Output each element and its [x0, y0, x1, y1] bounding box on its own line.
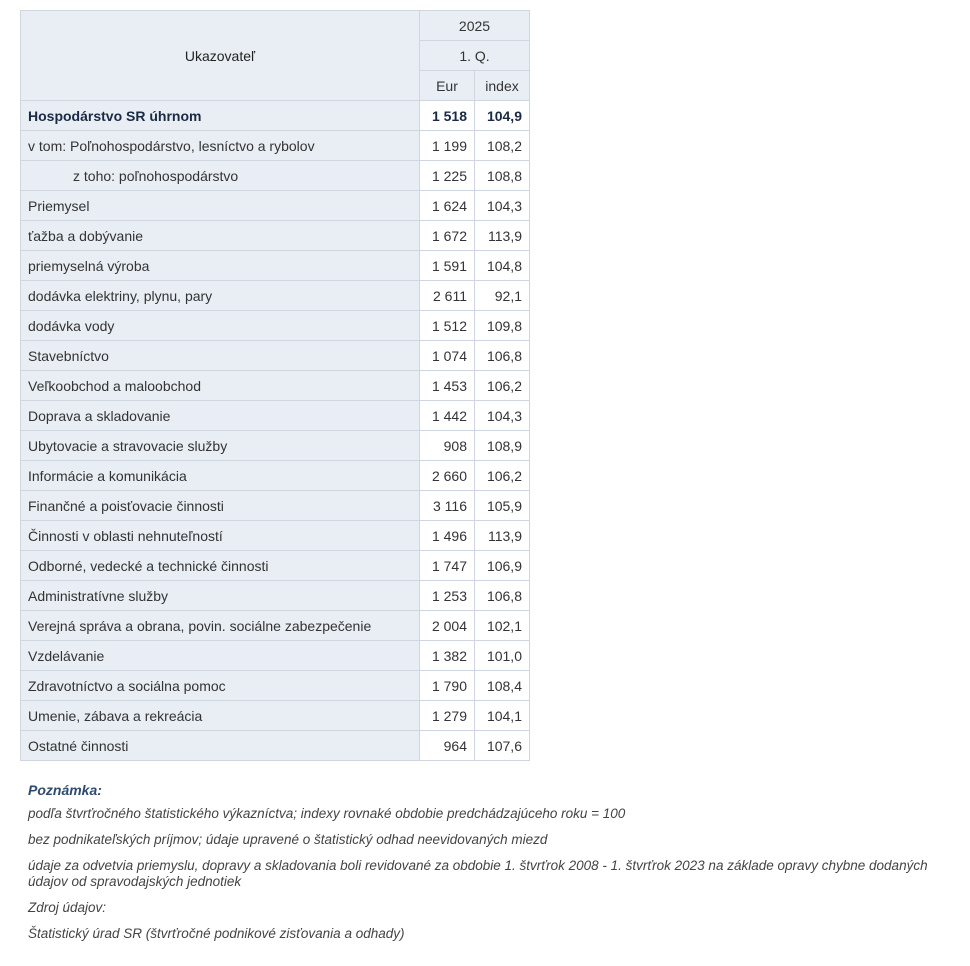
row-label: priemyselná výroba: [21, 251, 420, 281]
eur-column-header: Eur: [420, 71, 475, 101]
table-row: [21, 731, 530, 761]
row-label: Verejná správa a obrana, povin. sociálne zabezpečenie: [21, 611, 420, 641]
index-value: 104,1: [475, 701, 530, 731]
eur-value: 1 672: [420, 221, 475, 251]
eur-value: 1 790: [420, 671, 475, 701]
source-text: Štatistický úrad SR (štvrťročné podnikové zisťovania a odhady): [28, 926, 405, 941]
index-value: 107,6: [475, 731, 530, 761]
index-value: 92,1: [475, 281, 530, 311]
table-row: [21, 251, 530, 281]
table-row: [21, 701, 530, 731]
index-value: 106,2: [475, 371, 530, 401]
notes-section: [28, 782, 958, 952]
index-column-header: index: [475, 71, 530, 101]
table-row: [21, 101, 530, 131]
eur-value: 1 624: [420, 191, 475, 221]
row-label: Zdravotníctvo a sociálna pomoc: [21, 671, 420, 701]
index-value: 108,4: [475, 671, 530, 701]
table-row: [21, 521, 530, 551]
table-row: [21, 491, 530, 521]
eur-value: 1 253: [420, 581, 475, 611]
note-line: podľa štvrťročného štatistického výkazníctva; indexy rovnaké obdobie predchádzajúceho roku = 100: [28, 806, 626, 821]
index-value: 104,3: [475, 401, 530, 431]
table-row: [21, 341, 530, 371]
wage-table: [20, 10, 530, 761]
row-label: Veľkoobchod a maloobchod: [21, 371, 420, 401]
table-row: [21, 191, 530, 221]
index-value: 105,9: [475, 491, 530, 521]
row-label: Ubytovacie a stravovacie služby: [21, 431, 420, 461]
note-line: údaje za odvetvia priemyslu, dopravy a skladovania boli revidované za obdobie 1. štvrťrok 2008 - 1. štvrťrok 2023 na základe opravy chybne dodaných údajov od spravodajských jednotiek: [28, 858, 928, 889]
row-label: Doprava a skladovanie: [21, 401, 420, 431]
indicator-header: Ukazovateľ: [21, 11, 420, 101]
index-value: 102,1: [475, 611, 530, 641]
table-row: [21, 281, 530, 311]
notes-title: Poznámka:: [28, 782, 102, 798]
row-label: Odborné, vedecké a technické činnosti: [21, 551, 420, 581]
eur-value: 1 591: [420, 251, 475, 281]
table-row: [21, 371, 530, 401]
quarter-header: 1. Q.: [420, 41, 530, 71]
eur-value: 1 496: [420, 521, 475, 551]
eur-value: 1 518: [420, 101, 475, 131]
eur-value: 1 512: [420, 311, 475, 341]
index-value: 101,0: [475, 641, 530, 671]
table-row: [21, 461, 530, 491]
eur-value: 2 004: [420, 611, 475, 641]
row-label: dodávka elektriny, plynu, pary: [21, 281, 420, 311]
row-label: Ostatné činnosti: [21, 731, 420, 761]
row-label: v tom: Poľnohospodárstvo, lesníctvo a rybolov: [21, 131, 420, 161]
eur-value: 1 074: [420, 341, 475, 371]
index-value: 108,2: [475, 131, 530, 161]
index-value: 106,9: [475, 551, 530, 581]
table-row: [21, 611, 530, 641]
note-line: bez podnikateľských príjmov; údaje upravené o štatistický odhad neevidovaných miezd: [28, 832, 548, 847]
table-row: [21, 401, 530, 431]
eur-value: 1 747: [420, 551, 475, 581]
row-label: Priemysel: [21, 191, 420, 221]
table-row: [21, 431, 530, 461]
row-label: Administratívne služby: [21, 581, 420, 611]
row-label: Činnosti v oblasti nehnuteľností: [21, 521, 420, 551]
eur-value: 1 382: [420, 641, 475, 671]
eur-value: 1 442: [420, 401, 475, 431]
table-row: [21, 641, 530, 671]
eur-value: 964: [420, 731, 475, 761]
index-value: 106,2: [475, 461, 530, 491]
eur-value: 1 279: [420, 701, 475, 731]
table-row: [21, 161, 530, 191]
eur-value: 3 116: [420, 491, 475, 521]
row-label: z toho: poľnohospodárstvo: [21, 161, 420, 191]
eur-value: 2 611: [420, 281, 475, 311]
eur-value: 908: [420, 431, 475, 461]
index-value: 104,8: [475, 251, 530, 281]
index-value: 113,9: [475, 221, 530, 251]
row-label: Umenie, zábava a rekreácia: [21, 701, 420, 731]
table-row: [21, 131, 530, 161]
row-label: Stavebníctvo: [21, 341, 420, 371]
eur-value: 1 225: [420, 161, 475, 191]
index-value: 104,3: [475, 191, 530, 221]
eur-value: 1 453: [420, 371, 475, 401]
eur-value: 1 199: [420, 131, 475, 161]
index-value: 113,9: [475, 521, 530, 551]
index-value: 109,8: [475, 311, 530, 341]
row-label: ťažba a dobývanie: [21, 221, 420, 251]
index-value: 106,8: [475, 581, 530, 611]
table-row: [21, 671, 530, 701]
table-row: [21, 581, 530, 611]
index-value: 108,9: [475, 431, 530, 461]
row-label: Finančné a poisťovacie činnosti: [21, 491, 420, 521]
row-label: Informácie a komunikácia: [21, 461, 420, 491]
eur-value: 2 660: [420, 461, 475, 491]
year-header: 2025: [420, 11, 530, 41]
index-value: 106,8: [475, 341, 530, 371]
table-row: [21, 221, 530, 251]
table-row: [21, 551, 530, 581]
source-label: Zdroj údajov:: [28, 900, 107, 915]
row-label: dodávka vody: [21, 311, 420, 341]
row-label: Hospodárstvo SR úhrnom: [21, 101, 420, 131]
index-value: 104,9: [475, 101, 530, 131]
row-label: Vzdelávanie: [21, 641, 420, 671]
table-row: [21, 311, 530, 341]
index-value: 108,8: [475, 161, 530, 191]
